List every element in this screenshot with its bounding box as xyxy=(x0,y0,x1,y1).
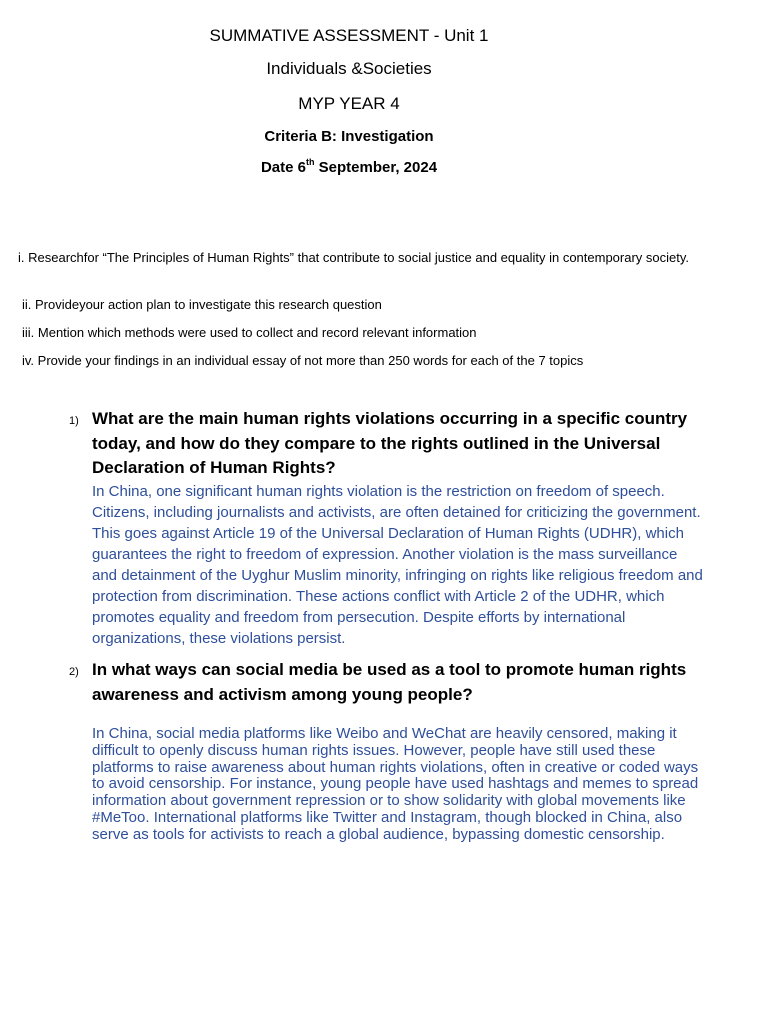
year-heading: MYP YEAR 4 xyxy=(298,94,400,113)
question-number: 2) xyxy=(69,666,79,678)
subject-heading: Individuals &Societies xyxy=(266,59,432,78)
question-text: In what ways can social media be used as a tool to promote human rights awareness and activism among young people? xyxy=(92,660,687,704)
question-number: 1) xyxy=(69,415,79,427)
date-suffix: September, 2024 xyxy=(314,159,438,176)
question-text: What are the main human rights violations occurring in a specific country today, and how do they compare to the rights outlined in the Universal Declaration of Human Rights? xyxy=(92,409,688,477)
date-prefix: Date 6 xyxy=(260,159,306,176)
instruction-item: iv. Provide your findings in an individual essay of not more than 250 words for each of the 7 topics xyxy=(22,353,584,368)
date-heading xyxy=(0,158,698,176)
document-title: SUMMATIVE ASSESSMENT - Unit 1 xyxy=(209,26,489,45)
instruction-item: iii. Mention which methods were used to collect and record relevant information xyxy=(22,325,477,340)
instruction-item: i. Researchfor “The Principles of Human Rights” that contribute to social justice and equality in contemporary society. xyxy=(18,250,690,265)
answer-text: In China, social media platforms like Weibo and WeChat are heavily censored, making it difficult to openly discuss human rights issues. However, people have still used these platforms to raise awareness about human rights violations, often in creative or coded ways to avoid censorship. For instance, young people have used hashtags and memes to spread information about government repression or to show solidarity with global movements like #MeToo. International platforms like Twitter and Instagram, though blocked in China, also serve as tools for activists to reach a global audience, bypassing domestic censorship. xyxy=(92,725,699,843)
date-superscript: th xyxy=(305,157,315,167)
instruction-item: ii. Provideyour action plan to investigate this research question xyxy=(22,297,382,312)
criteria-heading: Criteria B: Investigation xyxy=(264,128,434,145)
answer-text: In China, one significant human rights violation is the restriction on freedom of speech. Citizens, including journalists and activists, are often detained for criticizing the government. This goes against Article 19 of the Universal Declaration of Human Rights (UDHR), which guarantees the right to freedom of expression. Another violation is the mass surveillance and detainment of the Uyghur Muslim minority, infringing on rights like religious freedom and protection from discrimination. These actions conflict with Article 2 of the UDHR, which promotes equality and freedom from persecution. Despite efforts by international organizations, these violations persist. xyxy=(92,483,703,647)
